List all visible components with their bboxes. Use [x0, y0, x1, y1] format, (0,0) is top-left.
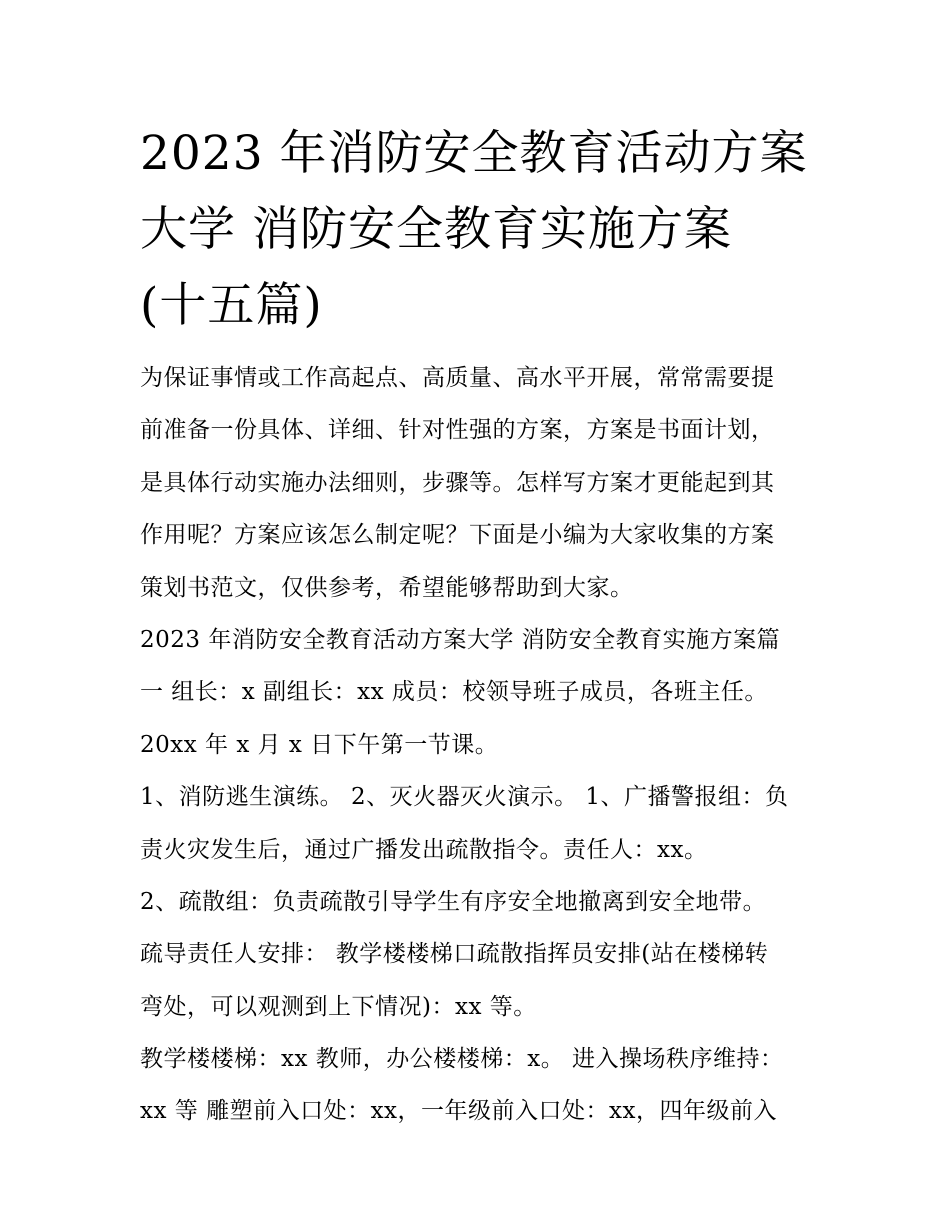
body-line: 1、消防逃生演练。 2、灭火器灭火演示。 1、广播警报组：负: [140, 784, 789, 811]
body-line: 作用呢？方案应该怎么制定呢？下面是小编为大家收集的方案: [140, 522, 775, 549]
title-line-2: 大学 消防安全教育实施方案: [140, 202, 732, 257]
body-line: 是具体行动实施办法细则，步骤等。怎样写方案才更能起到其: [140, 469, 775, 496]
body-line: 前准备一份具体、详细、针对性强的方案，方案是书面计划，: [140, 417, 775, 444]
document-body: [140, 358, 820, 1144]
body-line: 弯处，可以观测到上下情况)：xx 等。: [140, 993, 537, 1020]
body-line: 责火灾发生后，通过广播发出疏散指令。责任人：xx。: [140, 836, 708, 863]
title-line-1: 2023 年消防安全教育活动方案: [140, 126, 808, 181]
body-line: 疏导责任人安排： 教学楼楼梯口疏散指挥员安排(站在楼梯转: [140, 941, 769, 968]
body-line: 2、疏散组：负责疏散引导学生有序安全地撤离到安全地带。: [140, 888, 767, 915]
title-line-3: (十五篇): [140, 278, 323, 333]
body-line: xx 等 雕塑前入口处：xx，一年级前入口处：xx，四年级前入: [140, 1098, 777, 1125]
body-line: 2023 年消防安全教育活动方案大学 消防安全教育实施方案篇: [140, 626, 781, 653]
body-line: 策划书范文，仅供参考，希望能够帮助到大家。: [140, 574, 634, 601]
body-line: 教学楼楼梯：xx 教师，办公楼楼梯：x。 进入操场秩序维持：: [140, 1046, 784, 1073]
document-title: [140, 116, 840, 344]
body-line: 一 组长：x 副组长：xx 成员：校领导班子成员，各班主任。: [140, 679, 768, 706]
body-line: 为保证事情或工作高起点、高质量、高水平开展，常常需要提: [140, 365, 775, 391]
body-line: 20xx 年 x 月 x 日下午第一节课。: [140, 731, 499, 758]
